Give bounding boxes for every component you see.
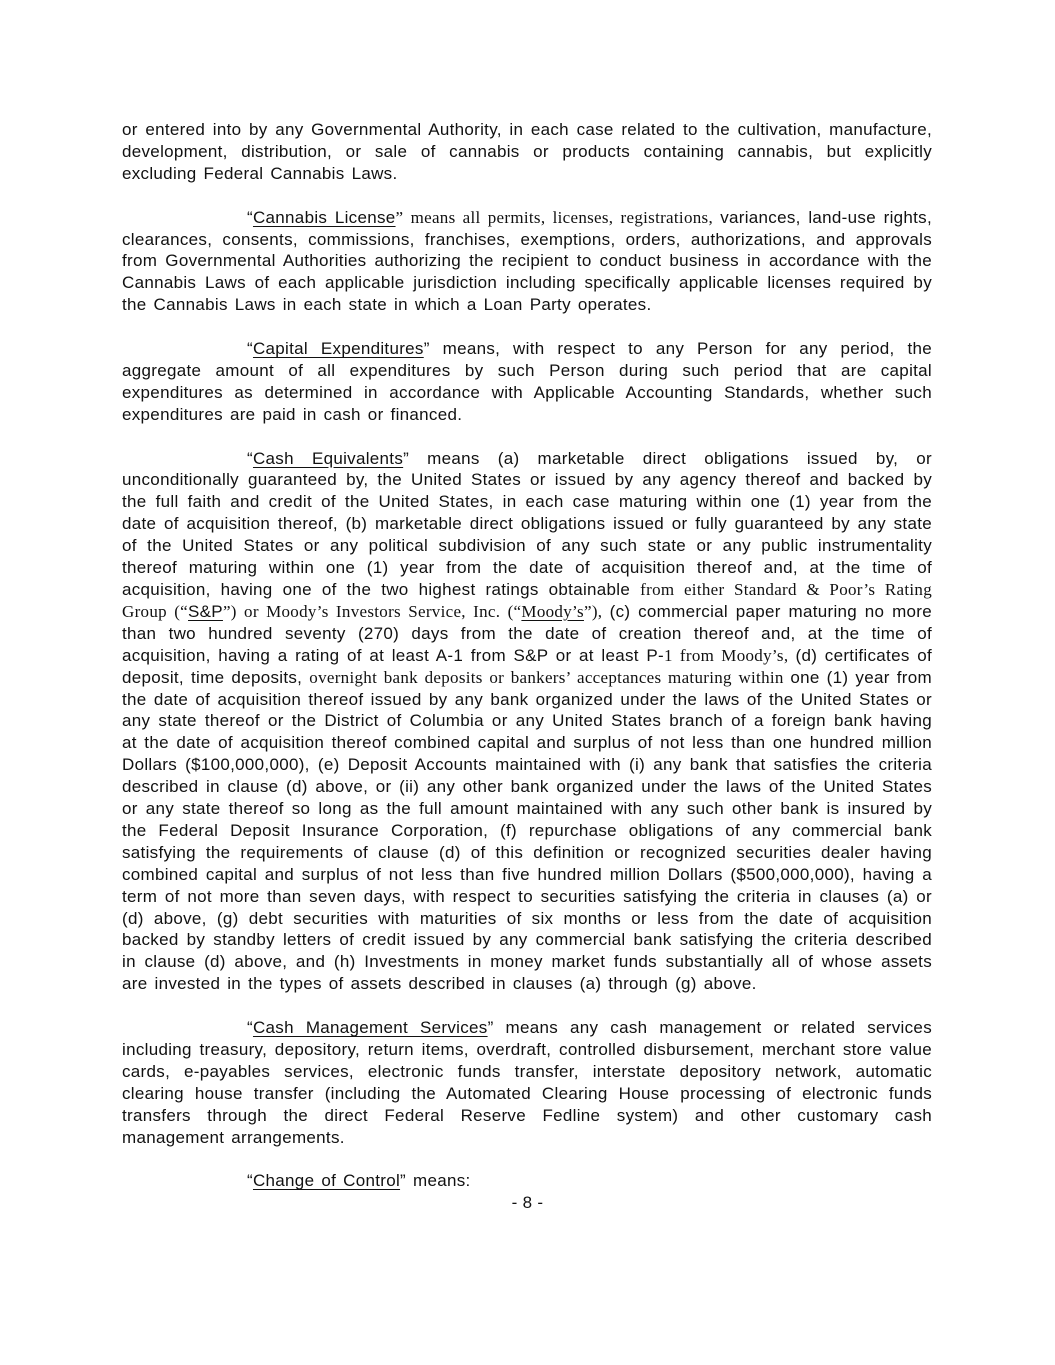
text-run: ” means all permits, licenses, registrations,: [395, 207, 721, 227]
text-run: “: [247, 1018, 253, 1038]
defined-term: Change of Control: [252, 1171, 401, 1191]
paragraph-definition-change-of-control: [122, 1170, 932, 1192]
paragraph-definition-capital-expenditures: [122, 338, 932, 426]
defined-term: Cash Equivalents: [252, 448, 404, 468]
text-run: one (1) year from the date of acquisition thereof issued by any bank organized under the laws of the United States or any state thereof or the District of Columbia or any United States branch of a foreign bank having at the date of acquisition thereof combined capital and surplus of not less than one hundred million Dollars ($100,000,000), (e) Deposit Accounts maintained with (i) any bank that satisfies the criteria described in clause (d) above, or (ii) any other bank organized under the laws of the United States or any state thereof so long as the full amount maintained with any such other bank is insured by the Federal Deposit Insurance Corporation, (f) repurchase obligations of any commercial bank satisfying the requirements of clause (d) of this definition or recognized securities dealer having combined capital and surplus of not less than five hundred million Dollars ($500,000,000), having a term of not more than seven days, with respect to securities satisfying the criteria in clauses (a) or (d) above, (g) debt securities with maturities of six months or less from the date of acquisition backed by standby letters of credit issued by any commercial bank satisfying the criteria described in clause (d) above, and (h) Investments in money market funds substantially all of whose assets are invested in the types of assets described in clauses (a) through (g) above.: [122, 667, 932, 994]
text-run: or entered into by any Governmental Authority, in each case related to the cultivation, manufacture, development, distribution, or sale of cannabis or products containing cannabis, but explicitly excluding Federal Cannabis Laws.: [122, 120, 932, 183]
text-run: “: [247, 207, 253, 227]
defined-term: Cash Management Services: [252, 1018, 488, 1038]
page-number: - 8 -: [511, 1193, 544, 1212]
paragraph-definition-cash-management-services: [122, 1017, 932, 1148]
text-run: “: [247, 448, 253, 468]
text-run: (c) commercial paper maturing no more than two hundred seventy (270) days from the date of creation thereof and, at the time of acquisition, having a rating of at least A-1 from S&P or at least P-: [122, 601, 932, 665]
defined-term: Cannabis License: [252, 207, 396, 227]
defined-term: Moody’s: [521, 601, 584, 621]
document-body: [122, 119, 932, 1192]
text-run: ”) or Moody’s Investors Service, Inc. (“: [222, 601, 522, 621]
text-run: ” means (a) marketable direct obligations issued by, or unconditionally guaranteed by, the United States or issued by any agency thereof and backed by the full faith and credit of the United States, in each case maturing within one (1) year from the date of acquisition thereof, (b) marketable direct obligations issued or fully guaranteed by any state of the United States or any political subdivision of any such state or any public instrumentality thereof maturing within one (1) year from the date of acquisition thereof and, at the time of acquisition, having one of the two highest ratings obtainable: [122, 448, 932, 599]
text-run: variances, land-use rights, clearances, consents, commissions, franchises, exemptions, orders, authorizations, and approvals from Governmental Authorities authorizing the recipient to conduct business in accordance with the Cannabis Laws of each applicable jurisdiction including specifically applicable licenses required by the Cannabis Laws in each state in which a Loan Party operates.: [122, 207, 932, 315]
defined-term: Capital Expenditures: [252, 339, 424, 359]
text-run: “: [247, 1171, 253, 1191]
paragraph-continuation-text: [122, 119, 932, 185]
text-run: (d) certificates of deposit, time deposits,: [122, 645, 932, 687]
paragraph-definition-cash-equivalents: [122, 448, 932, 996]
paragraph-definition-cannabis-license: [122, 207, 932, 317]
defined-term: S&P: [188, 601, 223, 621]
text-run: ” means, with respect to any Person for any period, the aggregate amount of all expenditures by such Person during such period that are capital expenditures as determined in accordance with Applicable Accounting Standards, whether such expenditures are paid in cash or financed.: [122, 339, 932, 424]
text-run: ”),: [583, 601, 610, 621]
text-run: 1 from Moody’s,: [664, 645, 796, 665]
text-run: from either Standard & Poor’s Rating Group (“: [122, 579, 932, 621]
text-run: “: [247, 339, 253, 359]
text-run: ” means:: [400, 1171, 471, 1191]
text-run: overnight bank deposits or bankers’ acceptances maturing within: [309, 667, 791, 687]
text-run: ” means any cash management or related services including treasury, depository, return items, overdraft, controlled disbursement, merchant store value cards, e-payables services, electronic funds transfer, interstate depository network, automatic clearing house transfer (including the Automated Clearing House processing of electronic funds transfers through the direct Federal Reserve Fedline system) and other customary cash management arrangements.: [122, 1018, 932, 1147]
